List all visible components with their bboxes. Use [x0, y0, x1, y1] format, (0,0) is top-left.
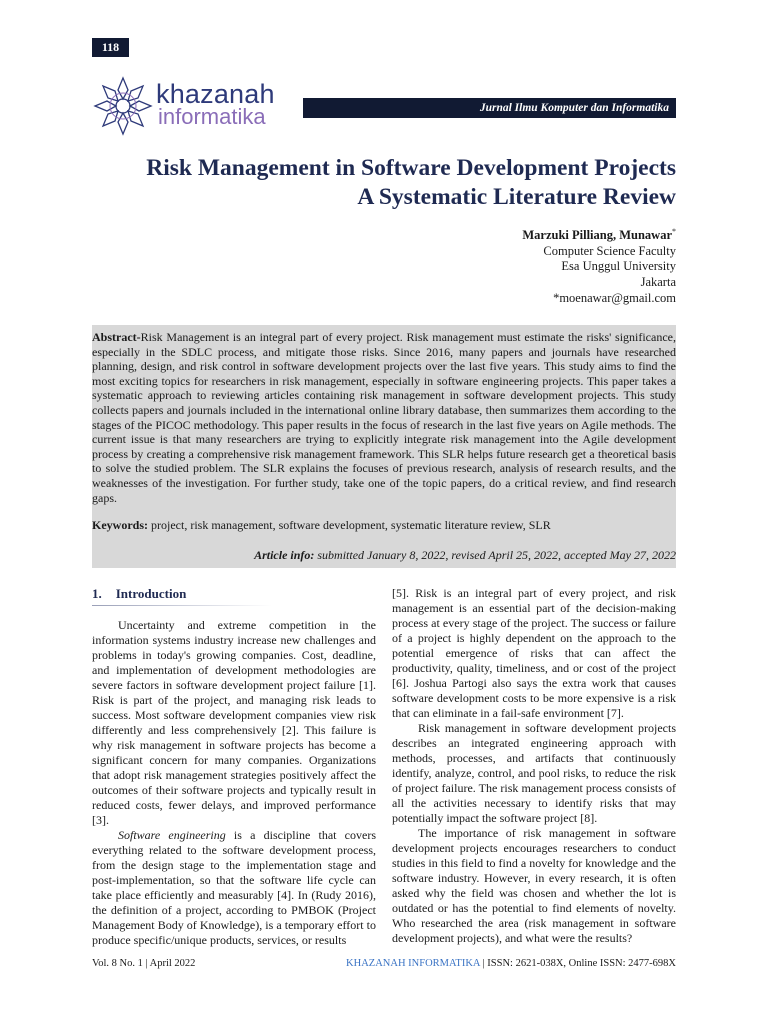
article-info-label: Article info:	[254, 548, 315, 562]
author-affiliation: Computer Science Faculty	[543, 243, 676, 258]
author-names: Marzuki Pilliang, Munawar	[522, 228, 672, 243]
section-divider	[92, 605, 272, 606]
abstract	[92, 330, 676, 505]
right-column	[392, 586, 676, 946]
paper-title-line1: Risk Management in Software Development Projects	[146, 155, 676, 181]
author-email: *moenawar@gmail.com	[553, 290, 676, 305]
paper-title-line2: A Systematic Literature Review	[357, 184, 676, 210]
paragraph: Uncertainty and extreme competition in the information systems industry increase new challenges and problems in today's growing companies. Cost, deadline, and implementation of development methodologies are severe factors in software development project failure [1]. Risk is part of the project, and managing risk leads to success. Most software development companies view risk differently and less comprehensively [2]. This failure is why risk management in software projects has become a significant concern for many companies. Organizations that adopt risk management strategies positively affect the outcomes of their software projects and typically result in reduced costs, fewer delays, and improved performance [3].	[92, 618, 376, 827]
abstract-label: Abstract-	[92, 330, 141, 344]
footer-issn-text: | ISSN: 2621-038X, Online ISSN: 2477-698X	[479, 958, 676, 969]
mandala-icon	[92, 76, 154, 136]
footer-volume: Vol. 8 No. 1 | April 2022	[92, 958, 196, 969]
keywords-label: Keywords:	[92, 518, 148, 532]
paragraph: [5]. Risk is an integral part of every project, and risk management is an essential part of the decision-making process at every stage of the project. The success or failure of a project is highly dependent on the approach to the potential emergence of risks that can affect the productivity, quality, timeliness, and or cost of the project [6]. Joshua Partogi also says the extra work that causes software development costs to be more expensive is a risk that can eliminate in a fail-safe environment [7].	[392, 586, 676, 720]
page-number: 118	[92, 38, 129, 57]
paragraph: Risk management in software development projects describes an integrated engineering approach with methods, processes, and artifacts that continuously identify, analyze, control, and pool risks, to reduce the risk of project failure. The risk management process consists of all the activities necessary to identify risks that may potentially impact the software project [8].	[392, 721, 676, 825]
abstract-text: Risk Management is an integral part of every project. Risk management must estimate the risks' significance, especially in the SDLC process, and mitigate those risks. Since 2016, many papers and journals have researched planning, design, and risk control in software development projects over the last five years. This study aims to find the most exciting topics for researchers in risk management, especially in software engineering projects. This paper takes a systematic approach to reviewing articles containing risk management in software development projects. This study collects papers and journals included in the international online library database, then summarizes them according to the stages of the PICOC methodology. This paper results in the focus of research in the last five years on Agile methods. The current issue is that many researchers are trying to explicitly integrate risk management into the Agile development process by creating a comprehensive risk management framework. This SLR helps future research get a theoretical basis to solve the studied problem. The SLR explains the focuses of previous research, analysis of research results, and the weaknesses of the investigation. For further study, take one of the topic papers, do a critical review, and find research gaps.	[92, 330, 676, 505]
section-number: 1.	[92, 586, 102, 601]
left-column	[92, 618, 376, 948]
paper-title	[76, 154, 676, 212]
journal-logo	[92, 76, 292, 136]
paragraph-text: is a discipline that covers everything related to the software development process, from the design stage to the implementation stage and post-implementation, so that the software life cycle can take place efficiently and measurably [4]. In (Rudy 2016), the definition of a project, according to PMBOK (Project Management Body of Knowledge), is a temporary effort to produce specific/unique products, services, or results	[92, 828, 376, 947]
keywords	[92, 518, 676, 533]
logo-wordmark-secondary: informatika	[158, 104, 266, 129]
article-info	[92, 548, 676, 563]
section-heading	[92, 586, 186, 602]
author-city: Jakarta	[640, 274, 676, 289]
corresponding-mark: *	[672, 227, 676, 236]
emphasis: Software engineering	[118, 828, 226, 842]
footer-issn	[346, 958, 676, 969]
logo-wordmark-primary: khazanah	[156, 79, 275, 109]
author-university: Esa Unggul University	[561, 259, 676, 274]
paragraph	[92, 828, 376, 948]
journal-name-banner: Jurnal Ilmu Komputer dan Informatika	[303, 98, 676, 118]
paragraph: The importance of risk management in software development projects encourages researchers to conduct studies in this field to find a novelty for knowledge and the software industry. However, in every research, it is often asked why the field was chosen and whether the lot is outdated or has the potential to find elements of novelty. Who researched the area (risk management in software development projects), and what were the results?	[392, 826, 676, 945]
footer-brand: KHAZANAH INFORMATIKA	[346, 958, 480, 969]
section-title: Introduction	[115, 586, 187, 601]
author-block	[276, 224, 676, 306]
keywords-text: project, risk management, software development, systematic literature review, SLR	[148, 518, 551, 532]
article-info-text: submitted January 8, 2022, revised April 25, 2022, accepted May 27, 2022	[314, 548, 676, 562]
